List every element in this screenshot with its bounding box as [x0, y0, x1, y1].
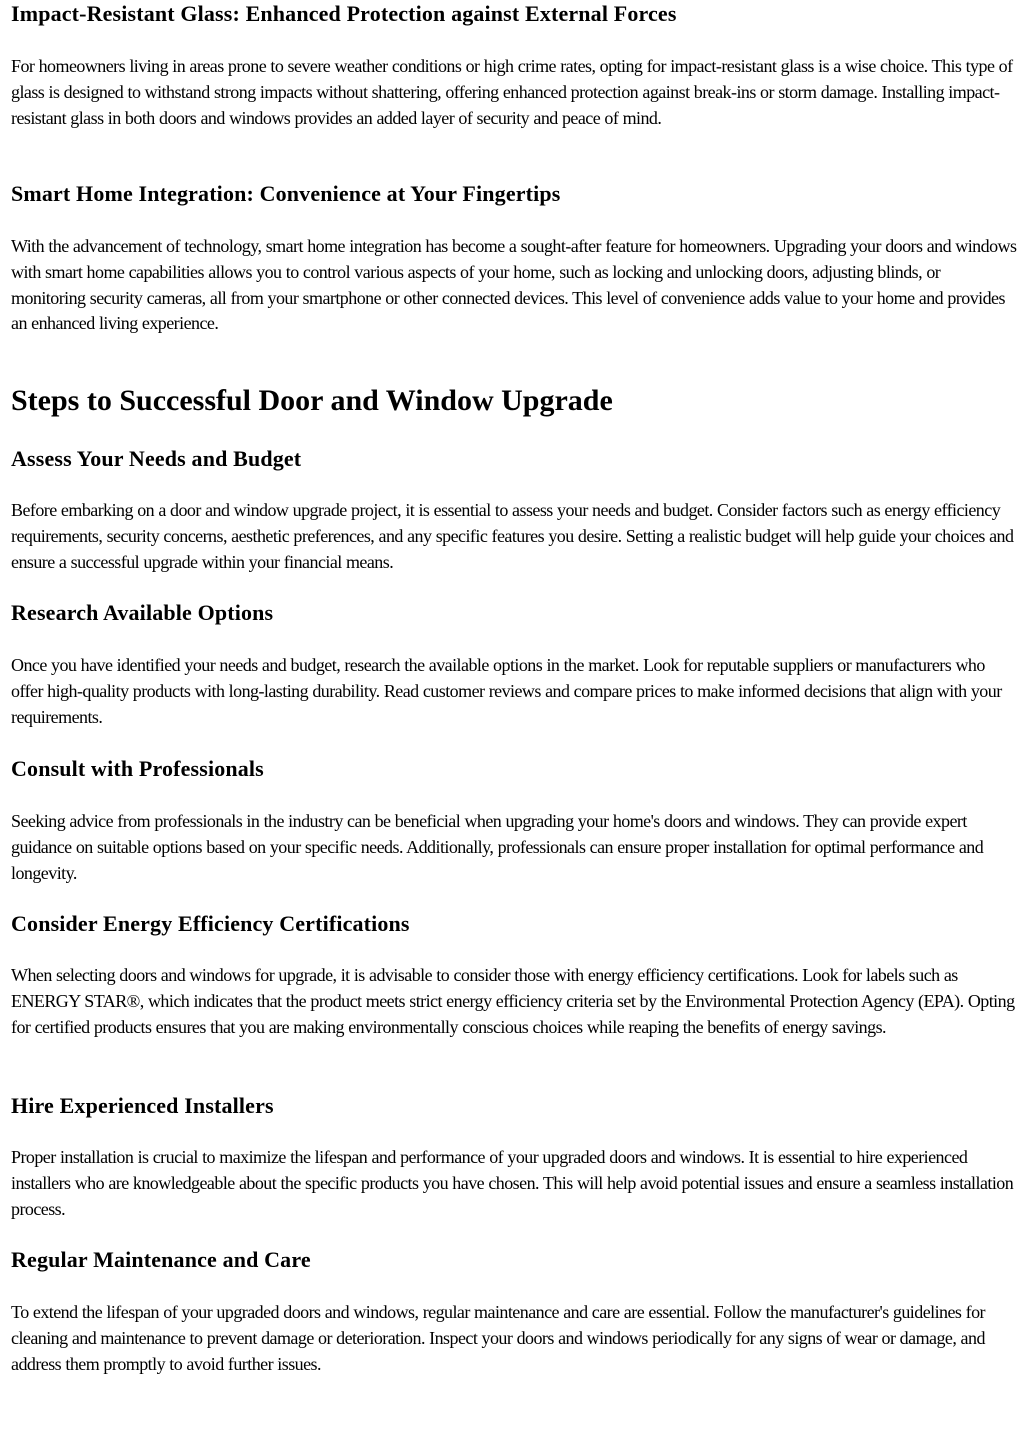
step-text-assess-needs: Before embarking on a door and window upgrade project, it is essential to assess your needs and budget. Consider factors such as energy efficiency requirements, security concerns, aesthetic preferences, and any specific features you desire. Setting a realistic budget will help guide your choices and ensure a successful upgrade within your financial means.	[11, 500, 1014, 572]
step-text-consult-professionals: Seeking advice from professionals in the industry can be beneficial when upgrading your home's doors and windows. They can provide expert guidance on suitable options based on your specific needs. Additionally, professionals can ensure proper installation for optimal performance and longevity.	[11, 811, 984, 883]
step-text-hire-installers: Proper installation is crucial to maximize the lifespan and performance of your upgraded doors and windows. It is essential to hire experienced installers who are knowledgeable about the specific products you have chosen. This will help avoid potential issues and ensure a seamless installation process.	[11, 1147, 1014, 1219]
section-text-impact-glass: For homeowners living in areas prone to severe weather conditions or high crime rates, opting for impact-resistant glass is a wise choice. This type of glass is designed to withstand strong impacts without shattering, offering enhanced protection against break-ins or storm damage. Installing impact-resistant glass in both doors and windows provides an added layer of security and peace of mind.	[11, 56, 1013, 128]
step-heading-maintenance-care: Regular Maintenance and Care	[11, 1247, 311, 1272]
section-heading-impact-glass: Impact-Resistant Glass: Enhanced Protection against External Forces	[11, 1, 677, 26]
step-heading-consult-professionals: Consult with Professionals	[11, 756, 264, 781]
step-text-energy-certifications: When selecting doors and windows for upgrade, it is advisable to consider those with energy efficiency certifications. Look for labels such as ENERGY STAR®, which indicates that the product meets strict energy efficiency criteria set by the Environmental Protection Agency (EPA). Opting for certified products ensures that you are making environmentally conscious choices while reaping the benefits of energy savings.	[11, 965, 1015, 1037]
main-heading: Steps to Successful Door and Window Upgrade	[11, 384, 613, 417]
step-heading-research-options: Research Available Options	[11, 600, 274, 625]
section-text-smart-home: With the advancement of technology, smart home integration has become a sought-after feature for homeowners. Upgrading your doors and windows with smart home capabilities allows you to control various aspects of your home, such as locking and unlocking doors, adjusting blinds, or monitoring security cameras, all from your smartphone or other connected devices. This level of convenience adds value to your home and provides an enhanced living experience.	[11, 236, 1017, 334]
section-heading-smart-home: Smart Home Integration: Convenience at Your Fingertips	[11, 181, 561, 206]
step-text-research-options: Once you have identified your needs and budget, research the available options in the market. Look for reputable suppliers or manufacturers who offer high-quality products with long-lasting durability. Read customer reviews and compare prices to make informed decisions that align with your requirements.	[11, 655, 1002, 727]
step-heading-energy-certifications: Consider Energy Efficiency Certifications	[11, 911, 410, 936]
step-heading-assess-needs: Assess Your Needs and Budget	[11, 446, 302, 471]
step-text-maintenance-care: To extend the lifespan of your upgraded doors and windows, regular maintenance and care are essential. Follow the manufacturer's guidelines for cleaning and maintenance to prevent damage or deterioration. Inspect your doors and windows periodically for any signs of wear or damage, and address them promptly to avoid further issues.	[11, 1302, 985, 1374]
step-heading-hire-installers: Hire Experienced Installers	[11, 1093, 274, 1118]
